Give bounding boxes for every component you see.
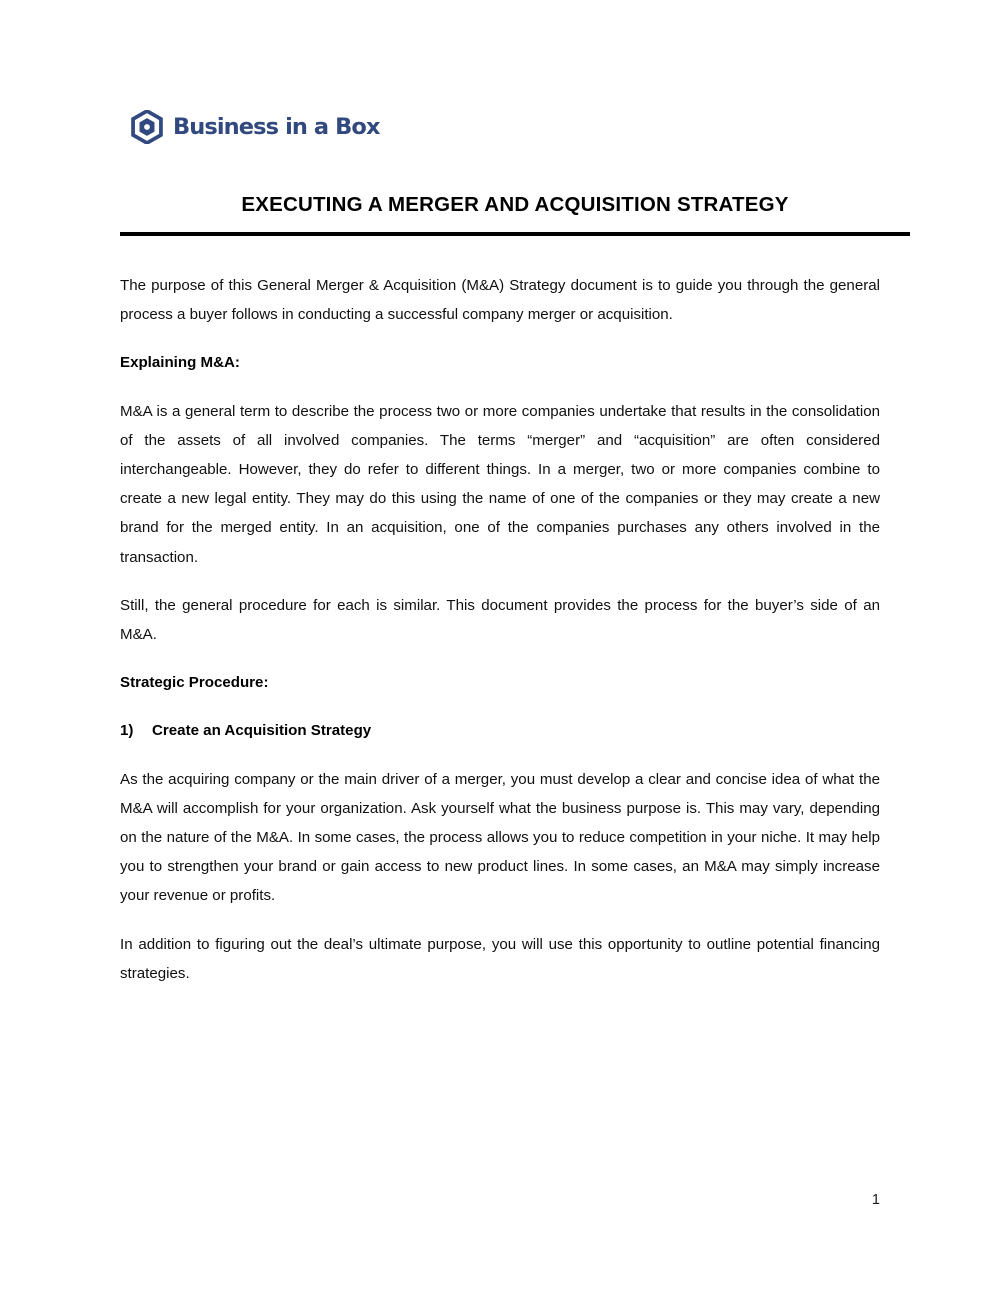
list-item-label: Create an Acquisition Strategy: [152, 722, 372, 740]
section-heading-explaining-ma: Explaining M&A:: [120, 354, 240, 372]
brand-logo: [130, 110, 380, 144]
explaining-ma-paragraph: M&A is a general term to describe the process two or more companies undertake that results in the consolidation of the assets of all involved companies. The terms “merger” and “acquisition” are often considered interchangeable. However, they do refer to different things. In a merger, two or more companies combine to create a new legal entity. They may do this using the name of one of the companies or they may create a new brand for the merged entity. In an acquisition, one of the companies purchases any others involved in the transaction.: [120, 402, 880, 566]
list-item: [120, 716, 880, 745]
brand-wordmark: Business in a Box: [173, 113, 380, 140]
list-item-marker: 1): [120, 722, 134, 740]
financing-strategies-paragraph: In addition to figuring out the deal’s ultimate purpose, you will use this opportunity to outline potential financing strategies.: [120, 935, 880, 982]
intro-paragraph: The purpose of this General Merger & Acquisition (M&A) Strategy document is to guide you through the general process a buyer follows in conducting a successful company merger or acquisition.: [120, 277, 880, 324]
acquisition-strategy-paragraph: As the acquiring company or the main driver of a merger, you must develop a clear and concise idea of what the M&A will accomplish for your organization. Ask yourself what the business purpose is. This may vary, depending on the nature of the M&A. In some cases, the process allows you to reduce competition in your niche. It may help you to strengthen your brand or gain access to new product lines. In some cases, an M&A may simply increase your revenue or profits.: [120, 770, 880, 905]
document-body: [120, 271, 880, 988]
page-number: 1: [871, 1192, 880, 1208]
general-procedure-paragraph: Still, the general procedure for each is similar. This document provides the process for the buyer’s side of an M&A.: [120, 596, 880, 644]
hexagon-logo-icon: [130, 110, 164, 144]
page-title: EXECUTING A MERGER AND ACQUISITION STRATEGY: [241, 193, 789, 216]
title-divider: [120, 232, 910, 236]
section-heading-strategic-procedure: Strategic Procedure:: [120, 674, 269, 692]
